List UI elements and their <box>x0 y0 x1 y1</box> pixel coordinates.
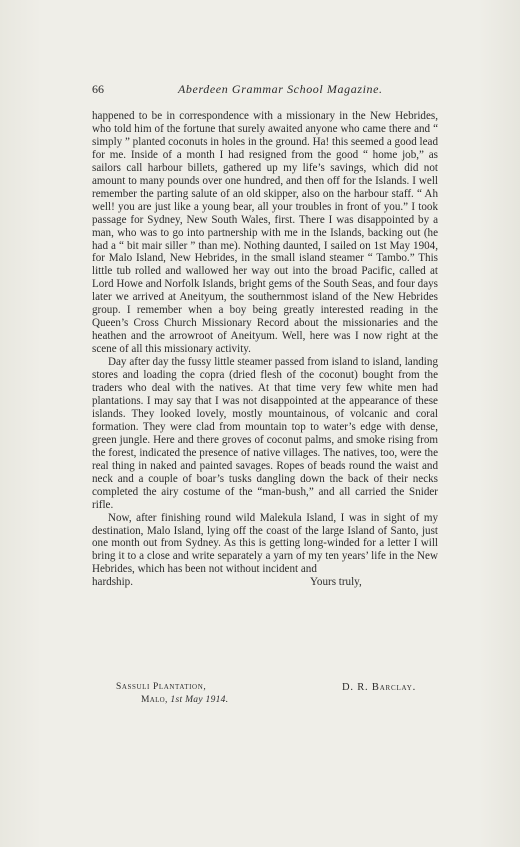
running-title: Aberdeen Grammar School Magazine. <box>178 82 383 96</box>
paragraph-2: Day after day the fussy little steamer passed from island to island, landing stores and loading the copra (dried flesh of the coconut) bought from the traders who deal with the natives. At that time very few white men had plantations. I may say that I was not disappointed at the appearance of these islands. They looked lovely, mostly mountainous, of volcanic and coral formation. They were clad from mountain top to water’s edge with dense, green jungle. Here and there groves of coconut palms, and smoke rising from the forest, indicated the presence of native villages. The natives, too, were the real thing in naked and painted savages. Ropes of beads round the waist and neck and a couple of boar’s tusks dangling down the back of their necks completed the airy costume of the “man-bush,” and all carried the Snider rifle. <box>92 356 438 511</box>
signature-block <box>92 682 438 716</box>
signature: D. R. Barclay. <box>342 682 417 693</box>
address-plantation: Sassuli Plantation, <box>116 682 207 692</box>
paragraph-1: happened to be in correspondence with a missionary in the New Hebrides, who told him of the fortune that surely awaited anyone who came there and “ simply ” planted coconuts in holes in the ground. Ha! this seemed a good lead for me. Inside of a month I had resigned from the good “ home job,” as sailors call harbour billets, gathered up my life’s savings, which did not amount to many pounds over one hundred, and then off for the Islands. I well remember the parting salute of an old skipper, also on the harbour staff. “ Ah well! you are just like a young bear, all your troubles in front of you.” I took passage for Sydney, New South Wales, first. There I was disappointed by a man, who was to go into partnership with me in the Islands, backing out (he had a “ bit mair siller ” than me). Nothing daunted, I sailed on 1st May 1904, for Malo Island, New Hebrides, in the small island steamer “ Tambo.” This little tub rolled and wallowed her way out into the broad Pacific, called at Lord Howe and Norfolk Islands, bright gems of the South Seas, and four days later we arrived at Aneityum, the southernmost island of the New Hebrides group. I remember when a boy being greatly interested reading in the Queen’s Cross Church Missionary Record about the missionaries and the heathen and the arrowroot of Aneityum. Well, here was I now right at the scene of all this missionary activity. <box>92 110 439 356</box>
closing-salutation: Yours truly, <box>310 576 362 589</box>
address-place: Malo, <box>141 695 168 705</box>
page-number: 66 <box>92 82 104 96</box>
closing-line <box>92 576 438 589</box>
address-date: 1st May 1914. <box>170 695 229 705</box>
letter-body <box>92 110 438 589</box>
page-header <box>92 82 438 98</box>
address-place-date <box>141 695 228 705</box>
paragraph-3: Now, after finishing round wild Malekula Island, I was in sight of my destination, Malo Island, lying off the coast of the large Island of Santo, just one month out from Sydney. As this is getting long-winded for a letter I will bring it to a close and write separately a yarn of my ten years’ life in the New Hebrides, which has been not without incident and <box>92 511 438 576</box>
closing-last-word: hardship. <box>92 576 133 589</box>
